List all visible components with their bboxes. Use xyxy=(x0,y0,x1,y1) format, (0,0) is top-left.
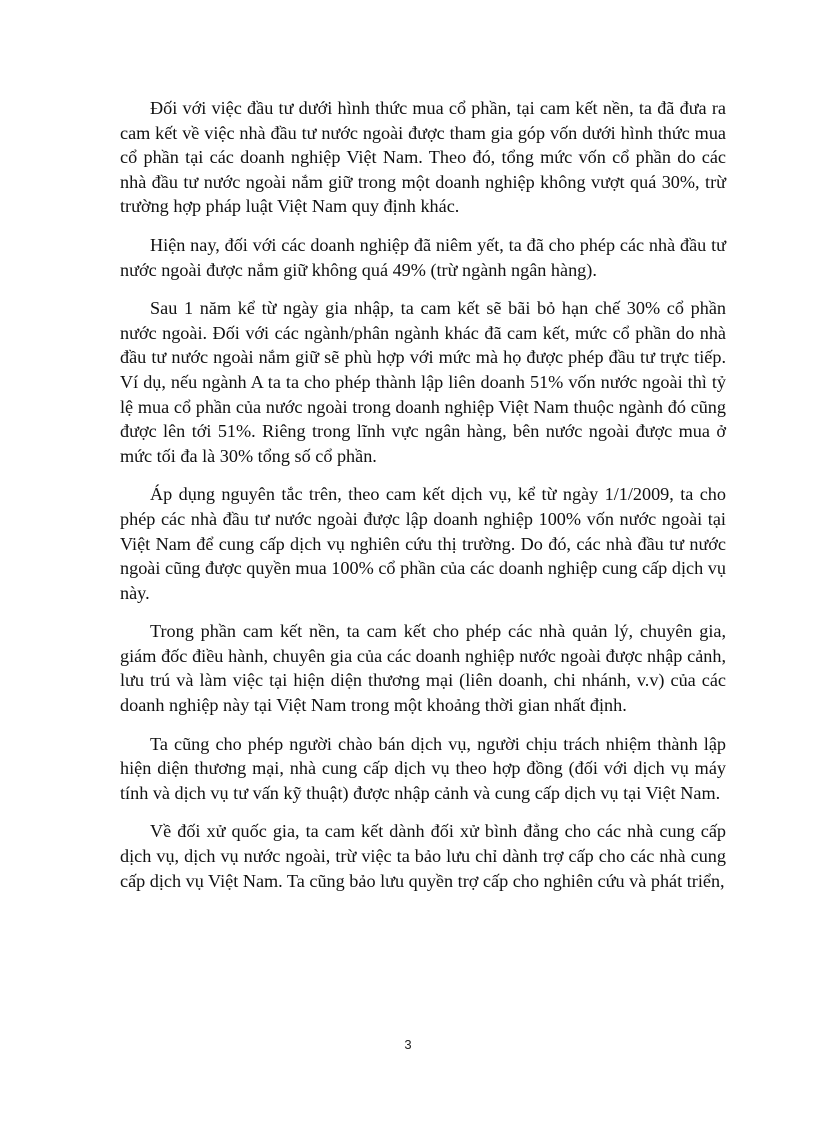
paragraph-listed-companies: Hiện nay, đối với các doanh nghiệp đã niêm yết, ta đã cho phép các nhà đầu tư nước ngoài được nắm giữ không quá 49% (trừ ngành ngân hàng). xyxy=(120,234,726,280)
page-number: 3 xyxy=(404,1037,412,1052)
body-text xyxy=(120,96,726,907)
paragraph-share-purchase: Đối với việc đầu tư dưới hình thức mua cổ phần, tại cam kết nền, ta đã đưa ra cam kết về việc nhà đầu tư nước ngoài được tham gia góp vốn dưới hình thức mua cổ phần tại các doanh nghiệp Việt Nam. Theo đó, tổng mức vốn cổ phần do các nhà đầu tư nước ngoài nắm giữ trong một doanh nghiệp không vượt quá 30%, trừ trường hợp pháp luật Việt Nam quy định khác. xyxy=(120,98,726,217)
paragraph-market-research: Áp dụng nguyên tắc trên, theo cam kết dịch vụ, kể từ ngày 1/1/2009, ta cho phép các nhà đầu tư nước ngoài được lập doanh nghiệp 100% vốn nước ngoài tại Việt Nam để cung cấp dịch vụ nghiên cứu thị trường. Do đó, các nhà đầu tư nước ngoài cũng được quyền mua 100% cổ phần của các doanh nghiệp cung cấp dịch vụ này. xyxy=(120,484,726,603)
paragraph-service-sellers: Ta cũng cho phép người chào bán dịch vụ, người chịu trách nhiệm thành lập hiện diện thương mại, nhà cung cấp dịch vụ theo hợp đồng (đối với dịch vụ máy tính và dịch vụ tư vấn kỹ thuật) được nhập cảnh và cung cấp dịch vụ tại Việt Nam. xyxy=(120,733,726,803)
paragraph-entry-managers: Trong phần cam kết nền, ta cam kết cho phép các nhà quản lý, chuyên gia, giám đốc điều hành, chuyên gia của các doanh nghiệp nước ngoài được nhập cảnh, lưu trú và làm việc tại hiện diện thương mại (liên doanh, chi nhánh, v.v) của các doanh nghiệp này tại Việt Nam trong một khoảng thời gian nhất định. xyxy=(120,621,726,716)
paragraph-after-accession: Sau 1 năm kể từ ngày gia nhập, ta cam kết sẽ bãi bỏ hạn chế 30% cổ phần nước ngoài. Đối với các ngành/phân ngành khác đã cam kết, mức cổ phần do nhà đầu tư nước ngoài nắm giữ sẽ phù hợp với mức mà họ được phép đầu tư trực tiếp. Ví dụ, nếu ngành A ta ta cho phép thành lập liên doanh 51% vốn nước ngoài thì tỷ lệ mua cổ phần của nước ngoài trong doanh nghiệp Việt Nam thuộc ngành đó cũng được lên tới 51%. Riêng trong lĩnh vực ngân hàng, bên nước ngoài được mua ở mức tối đa là 30% tổng số cổ phần. xyxy=(120,298,726,466)
paragraph-national-treatment: Về đối xử quốc gia, ta cam kết dành đối xử bình đẳng cho các nhà cung cấp dịch vụ, dịch vụ nước ngoài, trừ việc ta bảo lưu chỉ dành trợ cấp cho các nhà cung cấp dịch vụ Việt Nam. Ta cũng bảo lưu quyền trợ cấp cho nghiên cứu và phát triển, xyxy=(120,821,726,891)
